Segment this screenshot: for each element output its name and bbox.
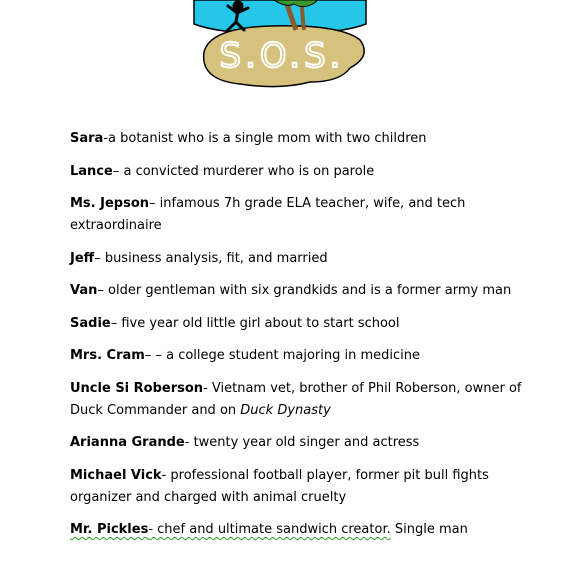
list-item: [70, 432, 540, 454]
list-item: [70, 519, 540, 541]
list-item: [70, 193, 540, 237]
character-name: Jeff: [70, 250, 95, 266]
character-list: [70, 128, 540, 552]
list-item: [70, 313, 540, 335]
character-name: Sadie: [70, 315, 111, 331]
show-title: Duck Dynasty: [240, 402, 331, 418]
character-description: - professional football player, former pit bull fights organizer and charged with animal cruelty: [70, 467, 489, 505]
character-description: - twenty year old singer and actress: [184, 435, 420, 450]
character-description: -a botanist who is a single mom with two children: [103, 131, 427, 146]
character-name: Sara: [70, 131, 104, 146]
list-item: [70, 161, 540, 183]
sos-island-logo: [190, 0, 370, 96]
character-description: - chef and ultimate sandwich creator.: [148, 522, 391, 537]
character-description: – infamous 7h grade ELA teacher, wife, and tech extraordinaire: [70, 196, 466, 233]
character-description: – – a college student majoring in medicine: [144, 348, 421, 363]
character-name: Van: [70, 283, 98, 298]
character-description: – five year old little girl about to start school: [110, 315, 400, 331]
list-item: [70, 128, 540, 150]
list-item: [70, 378, 540, 422]
list-item: [70, 465, 540, 509]
character-description: – business analysis, fit, and married: [94, 250, 328, 266]
character-name: Arianna Grande: [70, 435, 185, 450]
list-item: [70, 280, 540, 302]
character-name: Michael Vick: [70, 467, 162, 483]
character-description: - Vietnam vet, brother of Phil Roberson, owner of Duck Commander and on: [70, 380, 522, 418]
character-name: Uncle Si Roberson: [70, 380, 204, 396]
character-name: Lance: [70, 163, 113, 179]
character-name: Mr. Pickles: [70, 522, 149, 537]
list-item: [70, 248, 540, 270]
character-name: Ms. Jepson: [70, 196, 150, 211]
character-description-tail: Single man: [390, 522, 468, 537]
character-name: Mrs. Cram: [70, 348, 145, 363]
character-description: – older gentleman with six grandkids and is a former army man: [97, 283, 512, 298]
logo-lettering: S.O.S.: [219, 36, 345, 76]
list-item: [70, 345, 540, 367]
character-description: – a convicted murderer who is on parole: [112, 163, 375, 179]
